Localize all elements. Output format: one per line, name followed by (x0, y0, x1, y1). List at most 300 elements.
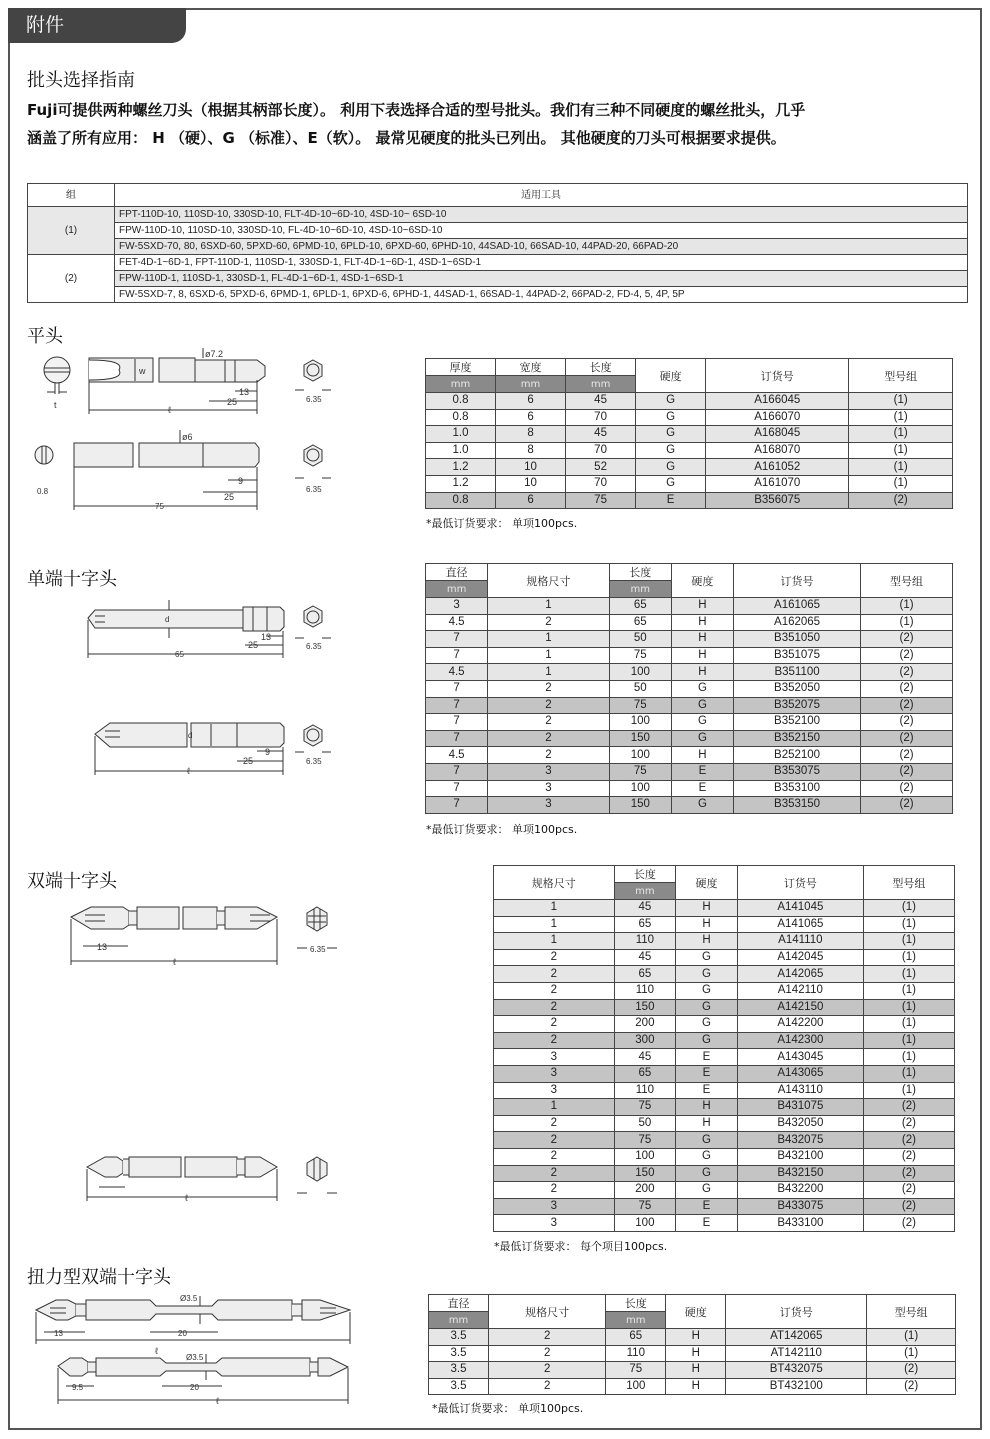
table-cell: G (676, 1032, 738, 1049)
table-cell: G (676, 1016, 738, 1033)
table-cell: 300 (614, 1032, 676, 1049)
table-row (426, 714, 953, 731)
dim-75: 75 (155, 502, 164, 511)
table-cell: B433100 (737, 1215, 863, 1232)
table-cell: 4.5 (426, 747, 488, 764)
table-cell: 75 (609, 647, 671, 664)
table-cell: B356075 (706, 492, 849, 509)
table-row (426, 697, 953, 714)
table-cell: 50 (614, 1115, 676, 1132)
col-order-no: 订货号 (706, 359, 849, 393)
table-cell: 0.8 (426, 393, 496, 410)
col-group: 型号组 (849, 359, 953, 393)
table-cell: 1.0 (426, 426, 496, 443)
table-cell: (2) (863, 1165, 954, 1182)
single-phillips-drawing (25, 590, 345, 780)
table-cell: 2 (488, 1362, 605, 1379)
table-cell: 45 (566, 393, 636, 410)
double-title: 双端十字头 (27, 871, 117, 892)
table-cell: 6 (496, 409, 566, 426)
table-cell: 1.2 (426, 459, 496, 476)
table-row (494, 900, 955, 917)
table-cell: 150 (609, 797, 671, 814)
table-row (426, 780, 953, 797)
table-cell: (2) (861, 697, 953, 714)
table-cell: G (636, 459, 706, 476)
table-cell: 65 (606, 1329, 666, 1346)
table-cell: 2 (488, 1329, 605, 1346)
table-cell: 65 (609, 598, 671, 615)
dim-13: 13 (97, 942, 108, 952)
single-title: 单端十字头 (27, 569, 117, 590)
table-cell: 1 (494, 900, 615, 917)
table-cell: G (636, 409, 706, 426)
table-cell: (2) (861, 680, 953, 697)
group-label: (2) (28, 255, 115, 303)
unit-mm: mm (609, 581, 671, 598)
table-cell: 2 (494, 1165, 615, 1182)
table-cell: E (676, 1049, 738, 1066)
table-cell: A143110 (737, 1082, 863, 1099)
table-cell: E (676, 1065, 738, 1082)
unit-mm: mm (606, 1312, 666, 1329)
table-cell: (2) (861, 647, 953, 664)
table-cell: (2) (863, 1198, 954, 1215)
dim-13: 13 (261, 632, 272, 642)
table-cell: 7 (426, 631, 488, 648)
table-row (426, 409, 953, 426)
table-cell: 110 (614, 1082, 676, 1099)
table-cell: 7 (426, 647, 488, 664)
table-cell: 6 (496, 393, 566, 410)
table-cell: H (666, 1378, 726, 1395)
table-cell: G (676, 966, 738, 983)
intro-line-1: Fuji可提供两种螺丝刀头（根据其柄部长度）。 利用下表选择合适的型号批头。我们有三种不同硬度的螺丝批头，几乎 (27, 101, 806, 119)
table-cell: 4.5 (426, 614, 488, 631)
table-cell: B432075 (737, 1132, 863, 1149)
table-cell: (1) (863, 900, 954, 917)
table-cell: 75 (614, 1099, 676, 1116)
col-hardness: 硬度 (671, 564, 733, 598)
table-cell: B431075 (737, 1099, 863, 1116)
dim-25: 25 (248, 640, 259, 650)
flat-bit-drawing (25, 340, 345, 520)
table-cell: H (676, 933, 738, 950)
table-row (429, 1329, 956, 1346)
table-cell: 150 (609, 730, 671, 747)
table-cell: 3 (494, 1198, 615, 1215)
group-label: (1) (28, 207, 115, 255)
table-cell: 75 (609, 763, 671, 780)
table-cell: (1) (863, 1082, 954, 1099)
table-row (426, 426, 953, 443)
table-cell: (1) (867, 1345, 956, 1362)
col-thickness: 厚度 (426, 359, 496, 376)
table-cell: (2) (849, 492, 953, 509)
table-cell: B352150 (734, 730, 861, 747)
table-row (426, 664, 953, 681)
table-cell: 3 (488, 797, 610, 814)
col-length: 长度 (614, 866, 676, 883)
table-cell: 2 (494, 1182, 615, 1199)
table-cell: 2 (494, 1016, 615, 1033)
table-cell: 4.5 (426, 664, 488, 681)
table-row (426, 647, 953, 664)
table-cell: E (671, 763, 733, 780)
table-cell: B432100 (737, 1148, 863, 1165)
table-row (494, 1132, 955, 1149)
table-cell: 3 (494, 1049, 615, 1066)
table-cell: 1 (494, 916, 615, 933)
table-cell: 45 (614, 1049, 676, 1066)
dim-13: 13 (239, 387, 250, 397)
table-cell: B352075 (734, 697, 861, 714)
dim-hex: 6.35 (306, 642, 322, 651)
table-cell: 110 (614, 982, 676, 999)
table-cell: (1) (861, 614, 953, 631)
dim-l: ℓ (187, 766, 190, 776)
table-row (426, 598, 953, 615)
table-cell: 3 (488, 763, 610, 780)
table-cell: AT142110 (726, 1345, 867, 1362)
table-row (494, 1148, 955, 1165)
table-cell: 2 (494, 982, 615, 999)
table-cell: 2 (494, 949, 615, 966)
table-cell: H (676, 1115, 738, 1132)
group-table-header (28, 184, 968, 207)
table-cell: A166045 (706, 393, 849, 410)
dim-l: ℓ (173, 957, 176, 967)
table-row (494, 1016, 955, 1033)
table-cell: 100 (609, 747, 671, 764)
table-cell: 100 (609, 714, 671, 731)
table-cell: G (671, 680, 733, 697)
table-cell: 2 (494, 1115, 615, 1132)
tools-cell: FPT-110D-10, 110SD-10, 330SD-10, FLT-4D-10~6D-10, 4SD-10~ 6SD-10 (115, 207, 968, 223)
table-cell: (2) (861, 763, 953, 780)
table-cell: 100 (609, 780, 671, 797)
col-diameter: 直径 (426, 564, 488, 581)
table-cell: A168070 (706, 442, 849, 459)
table-cell: G (676, 982, 738, 999)
unit-mm: mm (614, 883, 676, 900)
table-cell: (2) (863, 1099, 954, 1116)
single-note: *最低订货要求： 单项100pcs. (426, 823, 578, 836)
table-cell: 1 (488, 631, 610, 648)
table-row (426, 393, 953, 410)
table-row (494, 1049, 955, 1066)
table-cell: 7 (426, 763, 488, 780)
table-cell: 100 (614, 1215, 676, 1232)
table-cell: (1) (863, 999, 954, 1016)
table-cell: 1 (488, 598, 610, 615)
dim-9: 9 (238, 476, 244, 486)
table-cell: G (671, 697, 733, 714)
section-tab: 附件 (8, 8, 186, 43)
table-cell: 0.8 (426, 409, 496, 426)
table-cell: (2) (863, 1215, 954, 1232)
table-cell: 65 (614, 1065, 676, 1082)
table-cell: H (671, 664, 733, 681)
table-cell: 3.5 (429, 1345, 489, 1362)
table-cell: 0.8 (426, 492, 496, 509)
table-row (426, 492, 953, 509)
table-cell: 110 (606, 1345, 666, 1362)
table-cell: G (636, 442, 706, 459)
torsion-phillips-drawing (30, 1288, 390, 1418)
table-row (494, 1115, 955, 1132)
table-cell: (2) (861, 797, 953, 814)
table-row (494, 999, 955, 1016)
table-cell: 7 (426, 780, 488, 797)
table-cell: 75 (566, 492, 636, 509)
dim-hex: 6.35 (306, 395, 322, 404)
table-cell: 2 (494, 966, 615, 983)
table-cell: 45 (614, 949, 676, 966)
single-spec-table (425, 563, 953, 814)
table-row (28, 223, 968, 239)
double-spec-table (493, 865, 955, 1232)
table-cell: A142200 (737, 1016, 863, 1033)
table-row (28, 255, 968, 271)
table-cell: 70 (566, 475, 636, 492)
table-cell: (1) (867, 1329, 956, 1346)
dim-13: 13 (54, 1329, 63, 1338)
table-cell: 110 (614, 933, 676, 950)
table-cell: B351050 (734, 631, 861, 648)
table-cell: 3 (494, 1082, 615, 1099)
table-cell: 2 (488, 680, 610, 697)
hex-shank (243, 607, 284, 631)
table-cell: G (671, 797, 733, 814)
col-group: 型号组 (867, 1295, 956, 1329)
table-cell: A142045 (737, 949, 863, 966)
table-cell: 7 (426, 714, 488, 731)
table-cell: 52 (566, 459, 636, 476)
table-row (28, 207, 968, 223)
col-length: 长度 (606, 1295, 666, 1312)
col-size: 规格尺寸 (494, 866, 615, 900)
dim-25b: 25 (243, 756, 254, 766)
table-cell: B432050 (737, 1115, 863, 1132)
table-cell: H (666, 1362, 726, 1379)
slot-end-view (44, 357, 70, 383)
double-note: *最低订货要求： 每个项目100pcs. (494, 1240, 668, 1253)
table-cell: 200 (614, 1182, 676, 1199)
table-cell: (1) (861, 598, 953, 615)
table-cell: 75 (614, 1132, 676, 1149)
dim-9-5: 9.5 (72, 1383, 84, 1392)
table-cell: (2) (863, 1115, 954, 1132)
hex-end-view (307, 907, 327, 931)
slot-end-view-2 (35, 446, 53, 464)
table-row (494, 1182, 955, 1199)
table-cell: A141045 (737, 900, 863, 917)
table-cell: B353075 (734, 763, 861, 780)
dim-w: w (139, 366, 146, 376)
col-hardness: 硬度 (676, 866, 738, 900)
flat-note: *最低订货要求： 单项100pcs. (426, 517, 578, 530)
table-cell: (1) (863, 966, 954, 983)
unit-mm: mm (429, 1312, 489, 1329)
table-cell: G (676, 1148, 738, 1165)
table-cell: G (671, 730, 733, 747)
table-row (28, 271, 968, 287)
table-cell: 8 (496, 426, 566, 443)
table-cell: A143065 (737, 1065, 863, 1082)
table-cell: (1) (849, 393, 953, 410)
table-cell: (1) (863, 1049, 954, 1066)
table-cell: G (636, 475, 706, 492)
table-cell: 70 (566, 442, 636, 459)
table-cell: (1) (863, 1032, 954, 1049)
dim-l: ℓ (155, 1346, 158, 1356)
dim-t2: 0.8 (37, 487, 49, 496)
table-cell: 75 (609, 697, 671, 714)
table-cell: (2) (861, 747, 953, 764)
col-size: 规格尺寸 (488, 1295, 605, 1329)
table-row (494, 1215, 955, 1232)
flat-spec-table (425, 358, 953, 509)
table-cell: 7 (426, 797, 488, 814)
table-cell: 3.5 (429, 1329, 489, 1346)
table-cell: 2 (488, 1345, 605, 1362)
table-cell: A141065 (737, 916, 863, 933)
unit-mm: mm (496, 376, 566, 393)
col-diameter: 直径 (429, 1295, 489, 1312)
table-cell: H (671, 747, 733, 764)
table-cell: (2) (867, 1362, 956, 1379)
col-order-no: 订货号 (734, 564, 861, 598)
dim-l2: ℓ (216, 1396, 219, 1406)
table-cell: 70 (566, 409, 636, 426)
table-row (494, 916, 955, 933)
table-row (426, 631, 953, 648)
table-row (426, 680, 953, 697)
dim-l: ℓ (168, 405, 171, 415)
table-cell: H (676, 916, 738, 933)
table-cell: (1) (863, 982, 954, 999)
table-cell: 1 (494, 1099, 615, 1116)
table-cell: 75 (614, 1198, 676, 1215)
torsion-title: 扭力型双端十字头 (27, 1267, 171, 1288)
table-row (494, 1082, 955, 1099)
dim-d: Ø3.5 (180, 1294, 198, 1303)
table-cell: (1) (849, 426, 953, 443)
group-table (27, 183, 968, 303)
table-cell: 3.5 (429, 1362, 489, 1379)
table-cell: (1) (863, 949, 954, 966)
table-cell: B352050 (734, 680, 861, 697)
table-cell: B353150 (734, 797, 861, 814)
tools-cell: FW-5SXD-7, 8, 6SXD-6, 5PXD-6, 6PMD-1, 6PLD-1, 6PXD-6, 6PHD-1, 44SAD-1, 66SAD-1, 44PAD-2, 66PAD-2, FD-4, 5, 4P, 5P (115, 287, 968, 303)
table-cell: 50 (609, 680, 671, 697)
table-cell: A142110 (737, 982, 863, 999)
table-cell: A143045 (737, 1049, 863, 1066)
col-hardness: 硬度 (636, 359, 706, 393)
unit-mm: mm (566, 376, 636, 393)
table-cell: 65 (609, 614, 671, 631)
table-row (494, 933, 955, 950)
table-row (426, 459, 953, 476)
dim-20b: 20 (190, 1383, 199, 1392)
table-cell: 6 (496, 492, 566, 509)
table-cell: B351100 (734, 664, 861, 681)
dim-25b: 25 (224, 492, 235, 502)
dim-20: 20 (178, 1329, 187, 1338)
table-cell: 65 (614, 916, 676, 933)
table-cell: G (676, 1182, 738, 1199)
torsion-note: *最低订货要求： 单项100pcs. (432, 1402, 584, 1415)
torsion-shaft (86, 1300, 292, 1320)
table-cell: AT142065 (726, 1329, 867, 1346)
table-cell: (2) (867, 1378, 956, 1395)
dim-9: 9 (265, 747, 271, 757)
tools-cell: FET-4D-1~6D-1, FPT-110D-1, 110SD-1, 330SD-1, FLT-4D-1~6D-1, 4SD-1~6SD-1 (115, 255, 968, 271)
dim-t: t (54, 400, 57, 410)
table-cell: H (671, 631, 733, 648)
table-cell: A168045 (706, 426, 849, 443)
table-cell: 2 (488, 614, 610, 631)
table-cell: A142150 (737, 999, 863, 1016)
table-row (426, 747, 953, 764)
table-row (426, 730, 953, 747)
table-cell: G (676, 999, 738, 1016)
hex-shank (195, 360, 265, 382)
table-row (426, 763, 953, 780)
table-cell: A142300 (737, 1032, 863, 1049)
table-row (494, 1198, 955, 1215)
table-cell: 1 (488, 664, 610, 681)
col-tools: 适用工具 (115, 184, 968, 207)
dim-d2: d (188, 731, 193, 740)
col-width: 宽度 (496, 359, 566, 376)
table-cell: H (676, 1099, 738, 1116)
table-cell: 8 (496, 442, 566, 459)
table-cell: 2 (488, 714, 610, 731)
table-row (494, 949, 955, 966)
col-order-no: 订货号 (726, 1295, 867, 1329)
dim-d1: ø7.2 (205, 349, 224, 359)
table-cell: A166070 (706, 409, 849, 426)
col-order-no: 订货号 (737, 866, 863, 900)
table-cell: 1.2 (426, 475, 496, 492)
dim-hex2: 6.35 (306, 485, 322, 494)
table-cell: 10 (496, 475, 566, 492)
table-cell: A161052 (706, 459, 849, 476)
unit-mm: mm (426, 581, 488, 598)
table-cell: (2) (861, 631, 953, 648)
table-cell: 50 (609, 631, 671, 648)
col-length: 长度 (609, 564, 671, 581)
table-cell: (1) (863, 1016, 954, 1033)
table-cell: G (676, 1165, 738, 1182)
table-cell: 7 (426, 680, 488, 697)
intro-text (27, 96, 957, 152)
table-cell: (2) (861, 780, 953, 797)
table-cell: 7 (426, 697, 488, 714)
table-cell: (2) (861, 714, 953, 731)
table-cell: 2 (494, 999, 615, 1016)
table-cell: (1) (849, 442, 953, 459)
table-cell: (2) (861, 664, 953, 681)
table-cell: 7 (426, 730, 488, 747)
dim-d2: Ø3.5 (186, 1353, 204, 1362)
tools-cell: FPW-110D-10, 110SD-10, 330SD-10, FL-4D-10~6D-10, 4SD-10~6SD-10 (115, 223, 968, 239)
table-cell: H (666, 1345, 726, 1362)
dim-hex: 6.35 (310, 945, 326, 954)
table-cell: E (636, 492, 706, 509)
